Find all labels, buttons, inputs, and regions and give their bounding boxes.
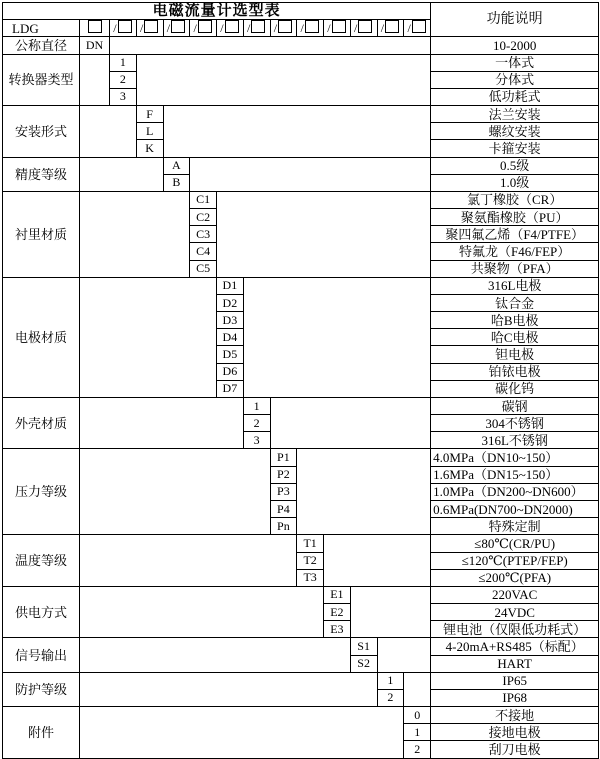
option-code-cell: 3 (110, 88, 137, 105)
option-code-cell: L (136, 123, 163, 140)
option-code-cell: 2 (377, 689, 404, 706)
option-code-cell: S1 (350, 638, 377, 655)
option-code-cell: E1 (324, 586, 351, 603)
option-code-cell: P2 (270, 466, 297, 483)
spacer-cell (190, 157, 431, 191)
option-description-cell: 0.6MPa(DN700~DN2000) (431, 500, 599, 517)
option-description-cell: 哈B电极 (431, 312, 599, 329)
category-label: 防护等级 (3, 672, 80, 706)
model-code-slot-12: / (404, 20, 431, 37)
model-code-slot-6: / (243, 20, 270, 37)
option-code-cell: 1 (243, 397, 270, 414)
option-description-cell: 0.5级 (431, 157, 599, 174)
spacer-cell (80, 638, 351, 672)
slot-box-icon (332, 20, 346, 33)
option-description-cell: 钽电极 (431, 346, 599, 363)
spacer-cell (404, 672, 431, 706)
spacer-cell (80, 449, 271, 535)
option-code-cell: C4 (190, 243, 217, 260)
option-code-cell: 1 (110, 54, 137, 71)
slot-box-icon (198, 20, 212, 33)
spacer-cell (243, 277, 430, 397)
option-description-cell: 一体式 (431, 54, 599, 71)
spacer-cell (80, 157, 164, 191)
option-description-cell: 钛合金 (431, 294, 599, 311)
slot-box-icon (225, 20, 239, 33)
option-code-cell: T2 (297, 552, 324, 569)
option-code-cell: C5 (190, 260, 217, 277)
option-code-cell: 0 (404, 707, 431, 724)
option-code-cell: 2 (110, 71, 137, 88)
slot-box-icon (278, 20, 292, 33)
option-description-cell: 316L不锈钢 (431, 432, 599, 449)
category-label: 信号输出 (3, 638, 80, 672)
option-description-cell: 1.0级 (431, 174, 599, 191)
spacer-cell (350, 586, 430, 638)
option-description-cell: 220VAC (431, 586, 599, 603)
option-code-cell: C2 (190, 209, 217, 226)
category-label: 电极材质 (3, 277, 80, 397)
spacer-cell (80, 672, 378, 706)
option-code-cell: P4 (270, 500, 297, 517)
option-description-cell: 铂铱电极 (431, 363, 599, 380)
diameter-code-cell: DN (80, 37, 110, 54)
spacer-cell (110, 37, 431, 54)
model-code-slot-9: / (324, 20, 351, 37)
spacer-cell (297, 449, 431, 535)
option-code-cell: D7 (217, 380, 244, 397)
model-code-slot-8: / (297, 20, 324, 37)
spacer-cell (80, 586, 324, 638)
option-code-cell: 2 (243, 415, 270, 432)
option-description-cell: 聚四氟乙烯（F4/PTFE） (431, 226, 599, 243)
option-code-cell: E2 (324, 604, 351, 621)
option-description-cell: IP68 (431, 689, 599, 706)
option-code-cell: E3 (324, 621, 351, 638)
option-description-cell: 锂电池（仅限低功耗式） (431, 621, 599, 638)
spacer-cell (80, 191, 190, 277)
option-code-cell: D6 (217, 363, 244, 380)
option-code-cell: B (163, 174, 190, 191)
option-description-cell: 316L电极 (431, 277, 599, 294)
option-description-cell: 共聚物（PFA） (431, 260, 599, 277)
option-code-cell: F (136, 106, 163, 123)
slot-box-icon (251, 20, 265, 33)
slot-box-icon (88, 20, 102, 33)
slot-box-icon (358, 20, 372, 33)
model-code-slot-1: / (110, 20, 137, 37)
option-code-cell: T3 (297, 569, 324, 586)
option-description-cell: 4.0MPa（DN10~150） (431, 449, 599, 466)
option-code-cell: P1 (270, 449, 297, 466)
option-description-cell: 接地电极 (431, 724, 599, 741)
option-description-cell: 4-20mA+RS485（标配） (431, 638, 599, 655)
option-code-cell: D5 (217, 346, 244, 363)
option-code-cell: S2 (350, 655, 377, 672)
option-code-cell: 3 (243, 432, 270, 449)
slot-box-icon (305, 20, 319, 33)
option-description-cell: 304不锈钢 (431, 415, 599, 432)
option-code-cell: D3 (217, 312, 244, 329)
option-description-cell: ≤200℃(PFA) (431, 569, 599, 586)
model-prefix-cell: LDG (3, 20, 80, 37)
option-description-cell: 24VDC (431, 604, 599, 621)
option-description-cell: 特殊定制 (431, 518, 599, 535)
option-code-cell: C1 (190, 191, 217, 208)
model-code-slot-7: / (270, 20, 297, 37)
spacer-cell (80, 707, 404, 759)
slot-box-icon (412, 20, 426, 33)
spacer-cell (136, 54, 430, 106)
category-label: 转换器类型 (3, 54, 80, 106)
spacer-cell (217, 191, 431, 277)
option-description-cell: 碳化钨 (431, 380, 599, 397)
spacer-cell (80, 397, 244, 449)
slot-box-icon (171, 20, 185, 33)
option-code-cell: D2 (217, 294, 244, 311)
option-description-cell: IP65 (431, 672, 599, 689)
model-code-slot-2: / (136, 20, 163, 37)
option-description-cell: 分体式 (431, 71, 599, 88)
spacer-cell (80, 535, 297, 587)
option-description-cell: 氯丁橡胶（CR） (431, 191, 599, 208)
option-code-cell: 1 (404, 724, 431, 741)
option-code-cell: 2 (404, 741, 431, 758)
option-description-cell: HART (431, 655, 599, 672)
category-label: 安装形式 (3, 106, 80, 158)
option-description-cell: 碳钢 (431, 397, 599, 414)
slot-box-icon (144, 20, 158, 33)
category-label: 附件 (3, 707, 80, 759)
option-description-cell: 卡箍安装 (431, 140, 599, 157)
table-title: 电磁流量计选型表 (3, 3, 431, 20)
model-code-slot-5: / (217, 20, 244, 37)
option-description-cell: 不接地 (431, 707, 599, 724)
category-label: 精度等级 (3, 157, 80, 191)
spacer-cell (80, 106, 137, 158)
model-dn-slot (80, 20, 110, 37)
option-description-cell: 1.0MPa（DN200~DN600） (431, 483, 599, 500)
option-description-cell: 螺纹安装 (431, 123, 599, 140)
option-description-cell: 哈C电极 (431, 329, 599, 346)
spacer-cell (377, 638, 431, 672)
option-code-cell: 1 (377, 672, 404, 689)
spacer-cell (80, 277, 217, 397)
slot-box-icon (385, 20, 399, 33)
option-code-cell: P3 (270, 483, 297, 500)
slot-box-icon (118, 20, 132, 33)
option-code-cell: D1 (217, 277, 244, 294)
selection-table (2, 2, 599, 759)
option-code-cell: Pn (270, 518, 297, 535)
category-label-diameter: 公称直径 (3, 37, 80, 54)
option-code-cell: K (136, 140, 163, 157)
model-code-slot-10: / (350, 20, 377, 37)
function-description-header: 功能说明 (431, 3, 599, 37)
spacer-cell (80, 54, 110, 106)
option-code-cell: C3 (190, 226, 217, 243)
spacer-cell (324, 535, 431, 587)
option-description-cell: ≤80℃(CR/PU) (431, 535, 599, 552)
spacer-cell (270, 397, 431, 449)
model-code-slot-4: / (190, 20, 217, 37)
option-description-cell: 刮刀电极 (431, 741, 599, 758)
category-label: 供电方式 (3, 586, 80, 638)
spacer-cell (163, 106, 431, 158)
model-code-slot-3: / (163, 20, 190, 37)
option-description-cell: 法兰安装 (431, 106, 599, 123)
option-description-cell: 1.6MPa（DN15~150） (431, 466, 599, 483)
option-description-cell: 低功耗式 (431, 88, 599, 105)
option-description-cell: ≤120℃(PTEP/FEP) (431, 552, 599, 569)
category-label: 外壳材质 (3, 397, 80, 449)
option-code-cell: A (163, 157, 190, 174)
category-label: 温度等级 (3, 535, 80, 587)
category-label: 压力等级 (3, 449, 80, 535)
category-label: 衬里材质 (3, 191, 80, 277)
option-code-cell: D4 (217, 329, 244, 346)
option-code-cell: T1 (297, 535, 324, 552)
option-description-cell: 聚氨酯橡胶（PU） (431, 209, 599, 226)
option-description-cell: 特氟龙（F46/FEP） (431, 243, 599, 260)
model-code-slot-11: / (377, 20, 404, 37)
diameter-description-cell: 10-2000 (431, 37, 599, 54)
